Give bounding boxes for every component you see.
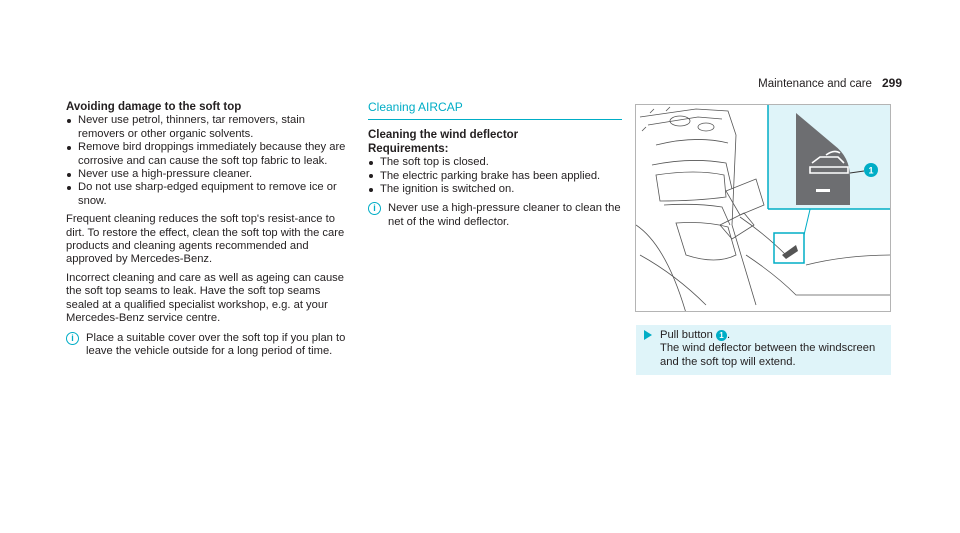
list-item: Remove bird droppings immediately because they are corrosive and can cause the soft top fabric to leak. [66,141,351,168]
info-icon: i [368,202,381,215]
list-item: The soft top is closed. [368,156,622,169]
section-name: Maintenance and care [758,78,872,90]
list-item: The electric parking brake has been applied. [368,170,622,183]
info-icon: i [66,332,79,345]
warning-list [66,114,351,208]
step-action-suffix: . [726,329,731,341]
paragraph-frequent-cleaning: Frequent cleaning reduces the soft top's resist-ance to dirt. To restore the effect, clean the soft top with the care products and cleaning agents recommended and approved by Mercedes-Benz. [66,213,345,266]
list-item: The ignition is switched on. [368,183,622,196]
subheading-wind-deflector: Cleaning the wind deflector [368,129,519,142]
callout-label: 1 [868,165,874,176]
page-header [758,76,902,90]
note-text: Place a suitable cover over the soft top if you plan to leave the vehicle outside for a long period of time. [86,331,346,357]
middle-column [368,101,622,229]
list-item: Do not use sharp-edged equipment to remove ice or snow. [66,181,351,208]
step-result: The wind deflector between the windscreen and the soft top will extend. [660,342,876,368]
number-badge-icon: 1 [716,330,727,341]
requirements-label: Requirements: [368,142,449,155]
info-note [368,202,622,229]
list-item: Never use a high-pressure cleaner. [66,168,351,181]
instruction-step [636,325,891,375]
heading-avoid-damage: Avoiding damage to the soft top [66,101,242,113]
console-drawing [636,105,891,312]
step-arrow-icon [644,330,652,340]
right-column [636,325,891,375]
center-console-illustration [635,104,891,312]
left-column [66,101,351,358]
step-action [660,329,883,342]
note-text: Never use a high-pressure cleaner to clean the net of the wind deflector. [388,202,621,228]
list-item: Never use petrol, thinners, tar removers, stain removers or other organic solvents. [66,114,351,141]
page-number: 299 [881,76,902,90]
info-note [66,332,351,359]
step-action-text: Pull button [660,329,713,341]
section-title: Cleaning AIRCAP [368,101,622,120]
paragraph-incorrect-cleaning: Incorrect cleaning and care as well as ageing can cause the soft top seams to leak. Have the soft top seams sealed at a qualified specialist workshop, e.g. at your Mercedes-Benz service centre. [66,271,344,325]
requirements-list [368,156,622,196]
